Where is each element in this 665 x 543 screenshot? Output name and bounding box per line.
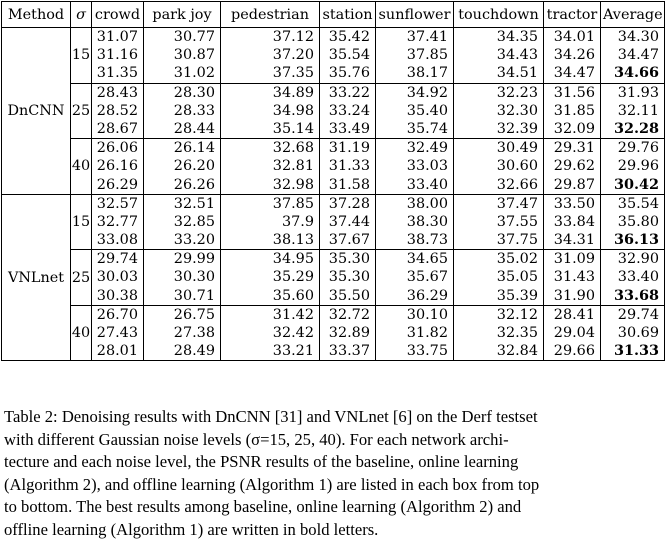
psnr-value: 30.30 — [173, 269, 215, 286]
table-row — [2, 305, 665, 361]
psnr-value: 26.16 — [96, 158, 138, 175]
psnr-value: 35.40 — [406, 102, 448, 119]
sigma-cell: 25 — [71, 250, 92, 306]
psnr-value: 29.99 — [173, 251, 215, 268]
psnr-value: 32.98 — [272, 176, 314, 193]
value-cell — [544, 139, 601, 195]
value-cell — [144, 83, 221, 139]
caption-line: with different Gaussian noise levels (σ=15, 25, 40). For each network archi- — [4, 429, 509, 449]
header-tractor: tractor — [544, 2, 601, 28]
psnr-value: 26.29 — [96, 176, 138, 193]
psnr-value: 33.03 — [406, 158, 448, 175]
psnr-value: 29.74 — [96, 251, 138, 268]
psnr-value: 35.42 — [328, 29, 370, 45]
psnr-value: 29.31 — [553, 140, 595, 157]
psnr-value: 32.77 — [96, 213, 138, 230]
psnr-value: 32.39 — [496, 120, 538, 137]
psnr-value: 32.84 — [496, 343, 538, 360]
psnr-value: 26.70 — [96, 306, 138, 323]
method-cell: VNLnet — [2, 194, 71, 361]
value-cell — [454, 250, 544, 306]
psnr-value: 32.85 — [173, 213, 215, 230]
psnr-value: 35.54 — [328, 47, 370, 64]
psnr-value: 33.24 — [328, 102, 370, 119]
header-station: station — [320, 2, 376, 28]
psnr-value: 34.31 — [553, 232, 595, 249]
value-cell — [454, 194, 544, 250]
psnr-value: 33.40 — [406, 176, 448, 193]
psnr-value: 34.26 — [553, 47, 595, 64]
psnr-value: 31.16 — [96, 47, 138, 64]
value-cell — [601, 250, 665, 306]
psnr-value: 33.21 — [272, 343, 314, 360]
psnr-value: 37.12 — [272, 29, 314, 45]
psnr-value: 28.30 — [173, 84, 215, 101]
psnr-value: 37.35 — [272, 65, 314, 82]
psnr-value: 35.30 — [328, 251, 370, 268]
psnr-value: 37.41 — [406, 29, 448, 45]
psnr-value: 28.01 — [96, 343, 138, 360]
psnr-value: 32.30 — [496, 102, 538, 119]
psnr-value: 31.09 — [553, 251, 595, 268]
psnr-value: 28.43 — [96, 84, 138, 101]
value-cell — [320, 194, 376, 250]
psnr-value: 33.40 — [617, 269, 659, 286]
value-cell — [454, 305, 544, 361]
psnr-value: 34.30 — [617, 29, 659, 45]
psnr-value: 32.11 — [617, 102, 659, 119]
psnr-value: 31.02 — [173, 65, 215, 82]
psnr-value: 30.49 — [496, 140, 538, 157]
psnr-value: 30.69 — [617, 325, 659, 341]
psnr-value: 34.92 — [406, 84, 448, 101]
psnr-value: 30.87 — [173, 47, 215, 64]
psnr-value: 37.85 — [406, 47, 448, 64]
psnr-value: 32.49 — [406, 140, 448, 157]
psnr-value: 37.28 — [328, 195, 370, 212]
psnr-value: 31.82 — [406, 325, 448, 341]
psnr-value: 34.35 — [496, 29, 538, 45]
psnr-value: 34.01 — [553, 29, 595, 45]
psnr-value: 32.90 — [617, 251, 659, 268]
value-cell — [221, 139, 320, 195]
psnr-value: 37.67 — [328, 232, 370, 249]
value-cell — [376, 139, 454, 195]
psnr-value: 37.55 — [496, 213, 538, 230]
value-cell — [320, 139, 376, 195]
psnr-value: 28.41 — [553, 306, 595, 323]
caption-line: Table 2: Denoising results with DnCNN [31] and VNLnet [6] on the Derf testset — [4, 407, 538, 426]
psnr-value: 36.13 — [613, 231, 659, 249]
value-cell — [544, 83, 601, 139]
table-row — [2, 83, 665, 139]
psnr-value: 31.43 — [553, 269, 595, 286]
psnr-value: 37.20 — [272, 47, 314, 64]
caption-line: (Algorithm 2), and offline learning (Algorithm 1) are listed in each box from top — [4, 474, 540, 494]
value-cell — [376, 250, 454, 306]
psnr-value: 33.08 — [96, 232, 138, 249]
psnr-value: 37.9 — [281, 213, 314, 230]
value-cell — [320, 250, 376, 306]
method-cell: DnCNN — [2, 28, 71, 195]
psnr-value: 34.51 — [496, 65, 538, 82]
psnr-value: 29.87 — [553, 176, 595, 193]
value-cell — [544, 28, 601, 84]
psnr-value: 35.02 — [496, 251, 538, 268]
psnr-value: 30.03 — [96, 269, 138, 286]
psnr-value: 32.89 — [328, 325, 370, 341]
psnr-value: 38.00 — [406, 195, 448, 212]
table-row — [2, 250, 665, 306]
table-row — [2, 139, 665, 195]
psnr-value: 31.85 — [553, 102, 595, 119]
psnr-value: 29.66 — [553, 343, 595, 360]
psnr-value: 31.33 — [328, 158, 370, 175]
psnr-value: 33.22 — [328, 84, 370, 101]
value-cell — [601, 194, 665, 250]
psnr-value: 35.05 — [496, 269, 538, 286]
header-touchdown: touchdown — [454, 2, 544, 28]
caption-line: offline learning (Algorithm 1) are written in bold letters. — [4, 519, 379, 539]
value-cell — [221, 83, 320, 139]
table-caption — [4, 406, 640, 541]
value-cell — [544, 305, 601, 361]
psnr-value: 26.06 — [96, 140, 138, 157]
psnr-value: 33.50 — [553, 195, 595, 212]
value-cell — [144, 139, 221, 195]
psnr-value: 35.29 — [272, 269, 314, 286]
value-cell — [221, 28, 320, 84]
value-cell — [92, 139, 144, 195]
header-method: Method — [2, 2, 71, 28]
value-cell — [376, 83, 454, 139]
value-cell — [454, 83, 544, 139]
value-cell — [221, 194, 320, 250]
psnr-value: 32.12 — [496, 306, 538, 323]
caption-line: to bottom. The best results among baseline, online learning (Algorithm 2) and — [4, 497, 522, 516]
psnr-value: 30.60 — [496, 158, 538, 175]
psnr-value: 32.23 — [496, 84, 538, 101]
psnr-value: 32.51 — [173, 195, 215, 212]
header-row — [2, 2, 665, 28]
psnr-value: 31.35 — [96, 65, 138, 82]
psnr-value: 35.80 — [617, 213, 659, 230]
psnr-value: 34.47 — [617, 47, 659, 64]
psnr-value: 33.37 — [328, 343, 370, 360]
psnr-value: 33.49 — [328, 120, 370, 137]
header-average: Average — [601, 2, 665, 28]
caption-line: tecture and each noise level, the PSNR results of the baseline, online learning — [4, 452, 519, 471]
psnr-value: 28.49 — [173, 343, 215, 360]
psnr-value: 34.47 — [553, 65, 595, 82]
psnr-value: 35.74 — [406, 120, 448, 137]
psnr-value: 32.57 — [96, 195, 138, 212]
value-cell — [144, 250, 221, 306]
psnr-value: 29.96 — [617, 158, 659, 175]
psnr-value: 26.14 — [173, 140, 215, 157]
value-cell — [601, 83, 665, 139]
psnr-value: 30.77 — [173, 29, 215, 45]
value-cell — [376, 28, 454, 84]
psnr-value: 38.73 — [406, 232, 448, 249]
sigma-cell: 15 — [71, 194, 92, 250]
psnr-value: 31.33 — [613, 342, 659, 360]
psnr-value: 33.75 — [406, 343, 448, 360]
psnr-value: 29.74 — [617, 306, 659, 323]
psnr-value: 33.84 — [553, 213, 595, 230]
psnr-value: 32.28 — [613, 119, 659, 137]
value-cell — [544, 250, 601, 306]
psnr-value: 33.20 — [173, 232, 215, 249]
psnr-value: 29.76 — [617, 140, 659, 157]
psnr-value: 31.90 — [553, 287, 595, 304]
psnr-value: 29.62 — [553, 158, 595, 175]
psnr-value: 32.72 — [328, 306, 370, 323]
psnr-value: 38.17 — [406, 65, 448, 82]
psnr-value: 30.71 — [173, 287, 215, 304]
psnr-value: 34.43 — [496, 47, 538, 64]
psnr-value: 31.56 — [553, 84, 595, 101]
psnr-value: 28.33 — [173, 102, 215, 119]
psnr-value: 34.98 — [272, 102, 314, 119]
psnr-value: 32.09 — [553, 120, 595, 137]
psnr-value: 32.35 — [496, 325, 538, 341]
header-sigma: σ — [71, 2, 92, 28]
psnr-value: 26.26 — [173, 176, 215, 193]
psnr-value: 32.81 — [272, 158, 314, 175]
value-cell — [92, 250, 144, 306]
value-cell — [221, 305, 320, 361]
psnr-value: 35.60 — [272, 287, 314, 304]
psnr-value: 38.13 — [272, 232, 314, 249]
psnr-value: 32.68 — [272, 140, 314, 157]
value-cell — [544, 194, 601, 250]
value-cell — [320, 83, 376, 139]
psnr-value: 30.38 — [96, 287, 138, 304]
psnr-value: 37.47 — [496, 195, 538, 212]
psnr-value: 28.67 — [96, 120, 138, 137]
psnr-value: 37.44 — [328, 213, 370, 230]
psnr-value: 33.68 — [613, 286, 659, 304]
psnr-value: 35.50 — [328, 287, 370, 304]
psnr-value: 35.54 — [617, 195, 659, 212]
psnr-value: 26.75 — [173, 306, 215, 323]
value-cell — [221, 250, 320, 306]
sigma-cell: 40 — [71, 305, 92, 361]
psnr-value: 38.30 — [406, 213, 448, 230]
psnr-value: 34.66 — [613, 64, 659, 82]
value-cell — [601, 28, 665, 84]
psnr-value: 28.52 — [96, 102, 138, 119]
value-cell — [92, 28, 144, 84]
value-cell — [601, 139, 665, 195]
psnr-value: 32.66 — [496, 176, 538, 193]
value-cell — [92, 305, 144, 361]
psnr-value: 35.39 — [496, 287, 538, 304]
psnr-value: 37.75 — [496, 232, 538, 249]
value-cell — [601, 305, 665, 361]
table-row — [2, 28, 665, 84]
psnr-value: 31.93 — [617, 84, 659, 101]
psnr-value: 28.44 — [173, 120, 215, 137]
psnr-value: 26.20 — [173, 158, 215, 175]
value-cell — [320, 28, 376, 84]
psnr-value: 34.89 — [272, 84, 314, 101]
psnr-value: 36.29 — [406, 287, 448, 304]
sigma-cell: 40 — [71, 139, 92, 195]
psnr-value: 30.42 — [613, 175, 659, 193]
table-row — [2, 194, 665, 250]
value-cell — [144, 28, 221, 84]
value-cell — [454, 28, 544, 84]
value-cell — [144, 305, 221, 361]
header-park-joy: park joy — [144, 2, 221, 28]
psnr-value: 27.38 — [173, 325, 215, 341]
header-pedestrian: pedestrian — [221, 2, 320, 28]
psnr-value: 35.14 — [272, 120, 314, 137]
value-cell — [454, 139, 544, 195]
psnr-value: 31.42 — [272, 306, 314, 323]
psnr-value: 34.65 — [406, 251, 448, 268]
psnr-value: 31.19 — [328, 140, 370, 157]
psnr-value: 30.10 — [406, 306, 448, 323]
value-cell — [92, 194, 144, 250]
psnr-value: 35.30 — [328, 269, 370, 286]
results-table — [1, 1, 665, 361]
psnr-value: 35.67 — [406, 269, 448, 286]
value-cell — [376, 305, 454, 361]
psnr-value: 27.43 — [96, 325, 138, 341]
header-crowd: crowd — [92, 2, 144, 28]
psnr-value: 29.04 — [553, 325, 595, 341]
psnr-value: 31.58 — [328, 176, 370, 193]
value-cell — [320, 305, 376, 361]
psnr-value: 37.85 — [272, 195, 314, 212]
value-cell — [144, 194, 221, 250]
psnr-value: 31.07 — [96, 29, 138, 45]
sigma-cell: 15 — [71, 28, 92, 84]
psnr-value: 32.42 — [272, 325, 314, 341]
value-cell — [376, 194, 454, 250]
psnr-value: 34.95 — [272, 251, 314, 268]
sigma-cell: 25 — [71, 83, 92, 139]
value-cell — [92, 83, 144, 139]
header-sunflower: sunflower — [376, 2, 454, 28]
psnr-value: 35.76 — [328, 65, 370, 82]
